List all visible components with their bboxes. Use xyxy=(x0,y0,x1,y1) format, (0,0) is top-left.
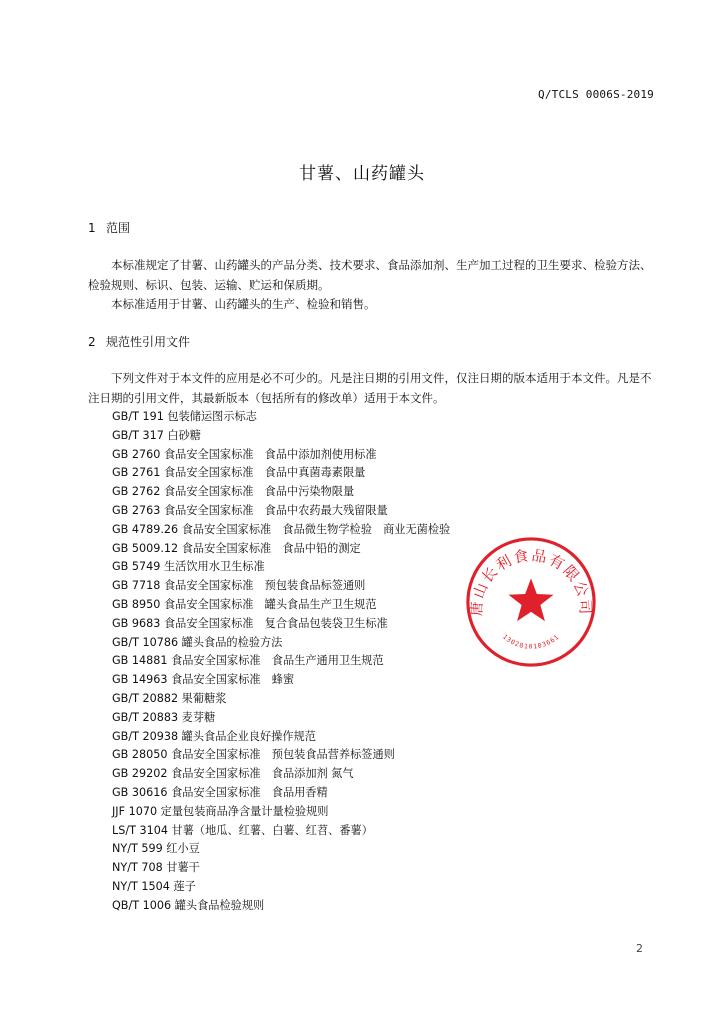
reference-title: 白砂糖 xyxy=(167,428,201,442)
reference-code: LS/T 3104 xyxy=(112,823,168,837)
reference-item xyxy=(112,897,450,916)
section-number: 1 xyxy=(88,221,96,235)
reference-item xyxy=(112,634,450,653)
reference-item xyxy=(112,502,450,521)
reference-code: GB 14881 xyxy=(112,654,168,668)
section-1-body xyxy=(88,256,660,315)
reference-item xyxy=(112,803,450,822)
reference-title: 食品安全国家标准 食品中真菌毒素限量 xyxy=(163,466,366,480)
reference-title: 食品安全国家标准 食品生产通用卫生规范 xyxy=(171,654,384,668)
scope-paragraph: 本标准规定了甘薯、山药罐头的产品分类、技术要求、食品添加剂、生产加工过程的卫生要求、检验方法、检验规则、标识、包装、运输、贮运和保质期。 xyxy=(88,258,652,292)
reference-item xyxy=(112,765,450,784)
reference-title: 罐头食品企业良好操作规范 xyxy=(181,729,316,743)
reference-title: 食品安全国家标准 食品中污染物限量 xyxy=(163,485,355,499)
reference-item xyxy=(112,728,450,747)
reference-code: GB/T 20883 xyxy=(112,710,179,724)
star-icon xyxy=(509,578,554,621)
reference-code: GB 4789.26 xyxy=(112,522,179,536)
page-number: 2 xyxy=(636,942,643,955)
reference-title: 食品安全国家标准 复合食品包装袋卫生标准 xyxy=(163,616,388,630)
reference-item xyxy=(112,464,450,483)
reference-title: 食品安全国家标准 预包装食品营养标签通则 xyxy=(171,748,395,762)
scope-applicability: 本标准适用于甘薯、山药罐头的生产、检验和销售。 xyxy=(111,297,376,311)
reference-title: 食品安全国家标准 食品用香精 xyxy=(171,785,328,799)
reference-title: 食品安全国家标准 罐头食品生产卫生规范 xyxy=(163,597,377,611)
reference-code: NY/T 708 xyxy=(112,861,163,875)
standard-code: Q/TCLS 0006S-2019 xyxy=(538,88,654,101)
reference-code: GB 30616 xyxy=(112,785,168,799)
reference-code: GB 9683 xyxy=(112,616,161,630)
reference-item xyxy=(112,615,450,634)
reference-title: 麦芽糖 xyxy=(181,710,216,724)
reference-title: 果葡糖浆 xyxy=(181,691,227,705)
document-title: 甘薯、山药罐头 xyxy=(299,164,425,184)
reference-title: 罐头食品检验规则 xyxy=(174,898,265,912)
reference-code: GB/T 10786 xyxy=(112,635,179,649)
reference-code: GB 7718 xyxy=(112,579,161,593)
seal-registration-number: 1302810103661 xyxy=(501,632,561,651)
reference-code: GB/T 317 xyxy=(112,428,164,442)
reference-code: GB 2760 xyxy=(112,447,161,461)
seal-company-name: 唐山长利食品有限公司 xyxy=(468,547,594,617)
reference-code: GB 5749 xyxy=(112,560,161,574)
reference-code: NY/T 599 xyxy=(112,842,163,856)
reference-item xyxy=(112,671,450,690)
reference-title: 甘薯干 xyxy=(166,861,200,875)
reference-code: QB/T 1006 xyxy=(112,898,172,912)
reference-title: 生活饮用水卫生标准 xyxy=(163,560,265,574)
reference-title: 甘薯（地瓜、红薯、白薯、红苕、番薯） xyxy=(171,823,373,837)
reference-item xyxy=(112,840,450,859)
reference-item xyxy=(112,446,450,465)
reference-title: 食品安全国家标准 食品中添加剂使用标准 xyxy=(163,447,377,461)
reference-item xyxy=(112,746,450,765)
reference-code: GB 14963 xyxy=(112,673,168,687)
section-title: 范围 xyxy=(106,221,131,235)
reference-code: GB 2763 xyxy=(112,503,161,517)
section-1-heading xyxy=(88,219,130,236)
reference-item xyxy=(112,577,450,596)
reference-list xyxy=(112,408,450,916)
reference-item xyxy=(112,596,450,615)
reference-title: 红小豆 xyxy=(166,842,200,856)
reference-item xyxy=(112,690,450,709)
reference-title: 莲子 xyxy=(173,879,196,893)
reference-item xyxy=(112,784,450,803)
reference-item xyxy=(112,408,450,427)
reference-item xyxy=(112,859,450,878)
reference-code: GB 28050 xyxy=(112,748,168,762)
reference-intro: 下列文件对于本文件的应用是必不可少的。凡是注日期的引用文件，仅注日期的版本适用于本文件。凡是不注日期的引用文件，其最新版本（包括所有的修改单）适用于本文件。 xyxy=(88,371,652,405)
section-2-heading xyxy=(88,333,190,350)
reference-title: 食品安全国家标准 食品微生物学检验 商业无菌检验 xyxy=(181,522,451,536)
reference-title: 食品安全国家标准 食品添加剂 氮气 xyxy=(171,767,354,781)
section-number: 2 xyxy=(88,335,96,349)
reference-item xyxy=(112,558,450,577)
reference-item xyxy=(112,878,450,897)
reference-code: GB 8950 xyxy=(112,597,161,611)
reference-code: GB 2761 xyxy=(112,466,161,480)
reference-item xyxy=(112,652,450,671)
reference-code: NY/T 1504 xyxy=(112,879,170,893)
reference-item xyxy=(112,483,450,502)
section-title: 规范性引用文件 xyxy=(106,335,191,349)
reference-item xyxy=(112,427,450,446)
reference-item xyxy=(112,822,450,841)
reference-code: GB/T 20882 xyxy=(112,691,179,705)
reference-title: 食品安全国家标准 食品中农药最大残留限量 xyxy=(163,503,388,517)
reference-title: 包装储运图示标志 xyxy=(167,410,257,423)
reference-code: GB 5009.12 xyxy=(112,541,179,555)
reference-title: 食品安全国家标准 蜂蜜 xyxy=(171,673,295,687)
company-seal xyxy=(462,533,600,671)
reference-item xyxy=(112,540,450,559)
reference-item xyxy=(112,709,450,728)
reference-title: 定量包装商品净含量计量检验规则 xyxy=(160,804,329,818)
reference-code: GB 2762 xyxy=(112,485,161,499)
reference-code: GB/T 20938 xyxy=(112,729,179,743)
reference-code: GB 29202 xyxy=(112,767,168,781)
reference-title: 食品安全国家标准 预包装食品标签通则 xyxy=(163,579,366,593)
reference-title: 食品安全国家标准 食品中铅的测定 xyxy=(181,541,361,555)
reference-code: JJF 1070 xyxy=(112,804,158,818)
reference-code: GB/T 191 xyxy=(112,410,164,423)
section-2-intro xyxy=(88,369,660,408)
reference-title: 罐头食品的检验方法 xyxy=(181,635,283,649)
reference-item xyxy=(112,521,450,540)
